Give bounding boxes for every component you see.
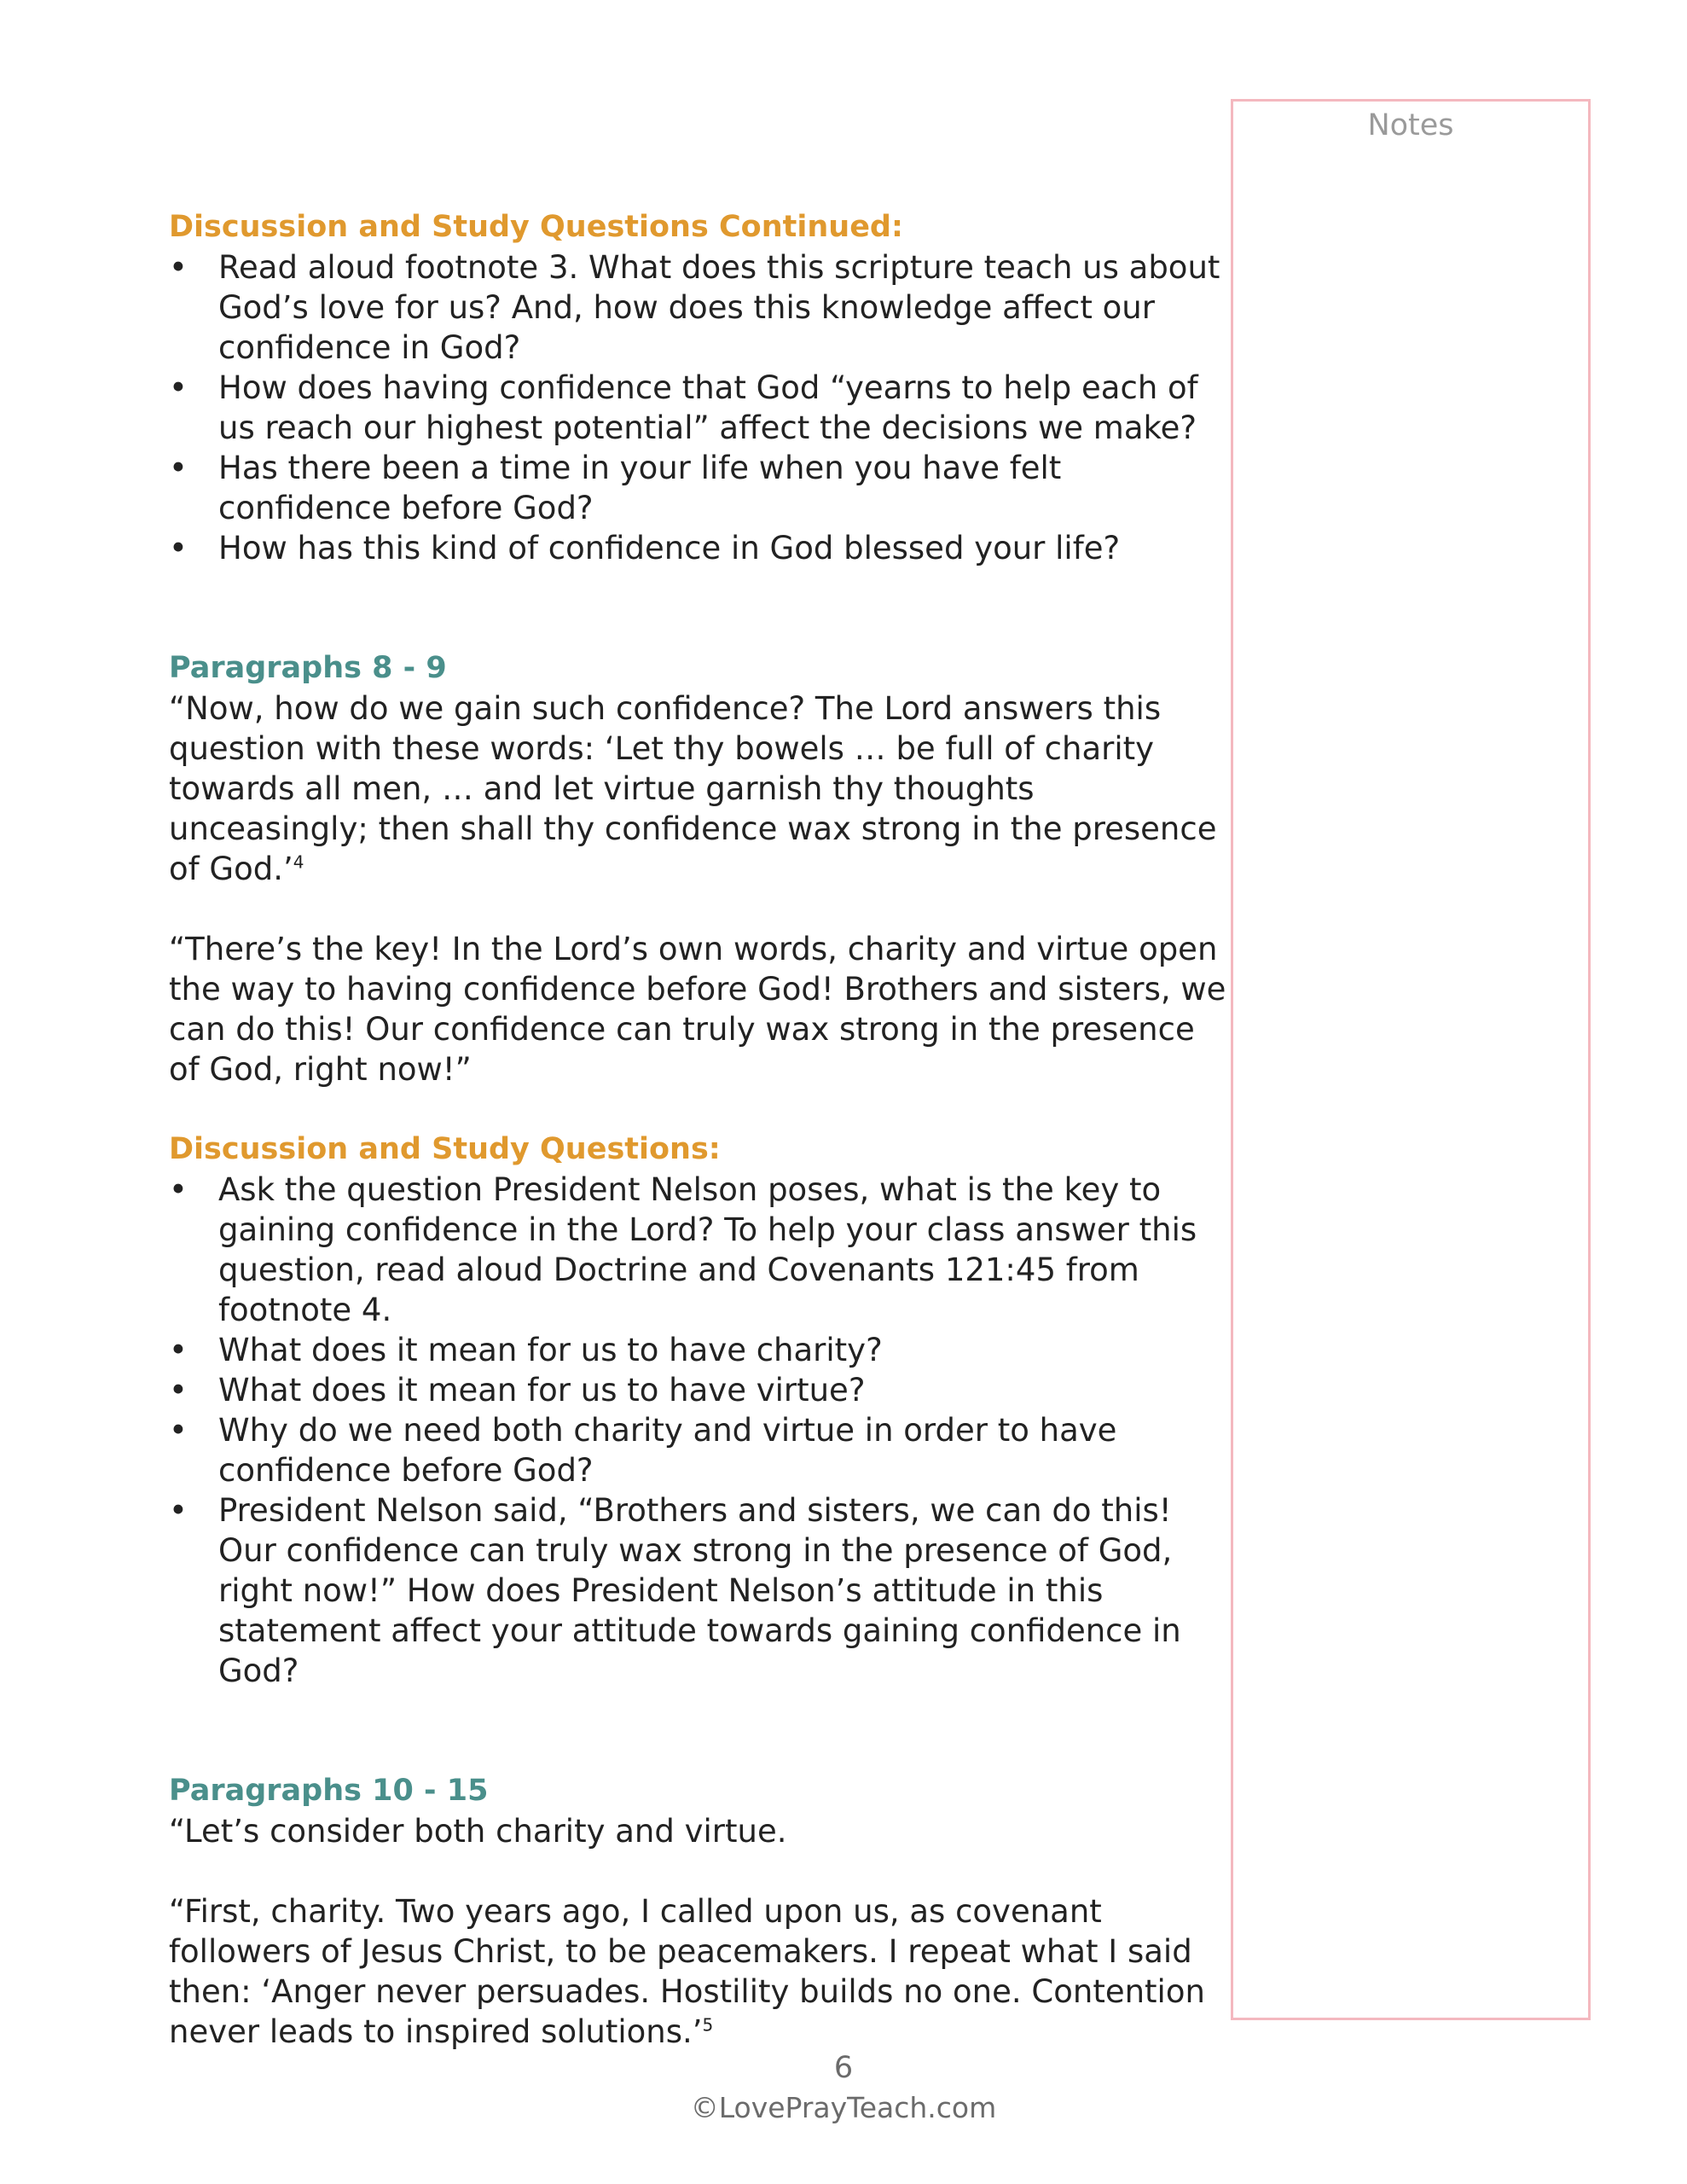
- quote-paragraph: [169, 688, 1226, 889]
- study-questions-continued-heading: Discussion and Study Questions Continued:: [169, 210, 903, 244]
- quote-text: “Now, how do we gain such confidence? The Lord answers this question with these words: ‘Let thy bowels … be full of charity towards all men, … and let virtue garnish thy thoughts unceasingly; then shall thy confidence wax strong in the presence of God.’: [169, 690, 1217, 887]
- list-item: • Has there been a time in your life when you have felt confidence before God?: [169, 448, 1226, 528]
- list-item: • Read aloud footnote 3. What does this scripture teach us about God’s love for us? And, how does this knowledge affect our confidence in God?: [169, 247, 1226, 368]
- quote-paragraph: “There’s the key! In the Lord’s own words, charity and virtue open the way to having confidence before God! Brothers and sisters, we can do this! Our confidence can truly wax strong in the presence of God, right now!”: [169, 931, 1226, 1088]
- page-number: 6: [833, 2051, 854, 2085]
- list-item: • What does it mean for us to have virtue?: [169, 1370, 1226, 1410]
- footnote-marker: 4: [293, 851, 304, 873]
- footnote-marker: 5: [702, 2014, 714, 2036]
- list-item: • How has this kind of confidence in God blessed your life?: [169, 528, 1226, 568]
- notes-box: [1231, 99, 1591, 2020]
- paragraphs-8-9-heading: Paragraphs 8 - 9: [169, 651, 447, 685]
- list-item: • Why do we need both charity and virtue in order to have confidence before God?: [169, 1410, 1226, 1490]
- notes-label: Notes: [1367, 108, 1454, 142]
- list-item: • Ask the question President Nelson poses, what is the key to gaining confidence in the Lord? To help your class answer this question, read aloud Doctrine and Covenants 121:45 from footnote 4.: [169, 1170, 1226, 1330]
- list-item: • President Nelson said, “Brothers and sisters, we can do this! Our confidence can truly wax strong in the presence of God, right now!” How does President Nelson’s attitude in this statement affect your attitude towards gaining confidence in God?: [169, 1490, 1226, 1691]
- study-questions-heading: Discussion and Study Questions:: [169, 1132, 721, 1166]
- main-content: [169, 207, 1226, 2052]
- study-questions-continued-list: [169, 247, 1226, 568]
- paragraphs-10-15-heading: Paragraphs 10 - 15: [169, 1774, 489, 1808]
- study-questions-list: [169, 1170, 1226, 1691]
- quote-text: “First, charity. Two years ago, I called upon us, as covenant followers of Jesus Christ, to be peacemakers. I repeat what I said then: ‘Anger never persuades. Hostility builds no one. Contention never leads to inspired solutions.’: [169, 1893, 1205, 2050]
- copyright: ©LovePrayTeach.com: [690, 2091, 997, 2124]
- list-item: • How does having confidence that God “yearns to help each of us reach our highest potential” affect the decisions we make?: [169, 368, 1226, 448]
- quote-paragraph: [169, 1891, 1226, 2052]
- list-item: • What does it mean for us to have charity?: [169, 1330, 1226, 1370]
- quote-paragraph: “Let’s consider both charity and virtue.: [169, 1813, 787, 1850]
